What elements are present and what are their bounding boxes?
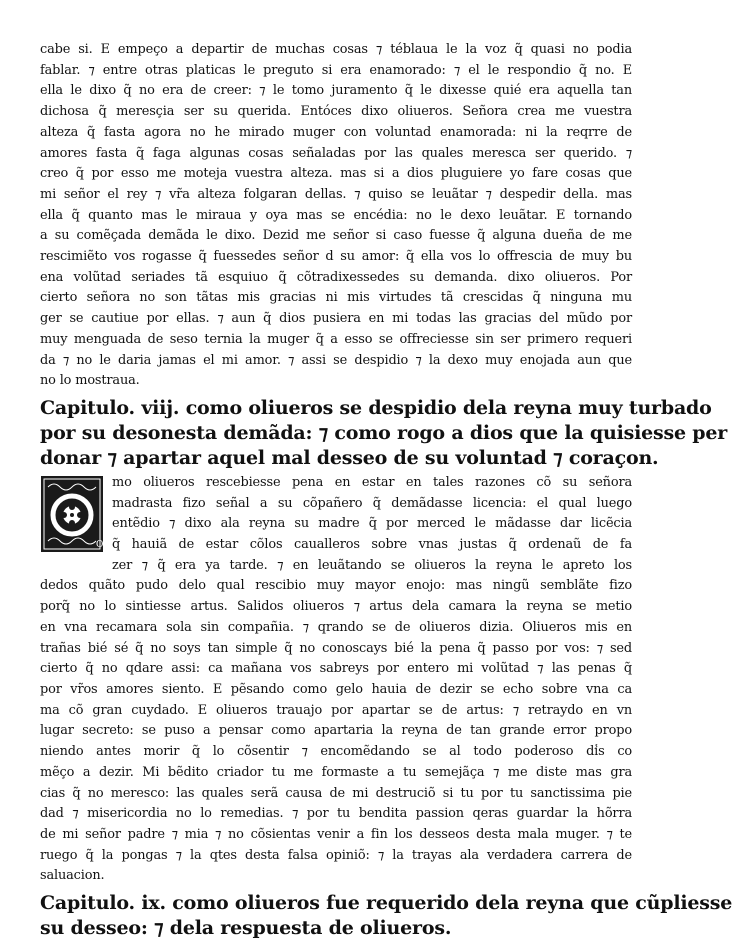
text-line: q̃ hauiã de estar cõlos caualleros sobre vnas justas q̃ ordenaũ de fa <box>112 537 632 553</box>
text-line: ena volũtad seriades tã esquiuo q̃ cõtradixessedes su demanda. dixo oliueros. Por <box>40 269 632 285</box>
paragraph-2-body <box>40 576 632 887</box>
text-line: alteza q̃ fasta agora no he mirado muger con voluntad enamorada: ni la reqrre de <box>40 124 632 140</box>
book-page <box>40 40 732 940</box>
text-line: cierto señora no son tãtas mis gracias ni mis virtudes tã crescidas q̃ ninguna mu <box>40 290 632 306</box>
text-line: lugar secreto: se puso a pensar como apartaria la reyna de tan grande error propo <box>40 723 632 739</box>
text-line: mẽço a dezir. Mi bẽdito criador tu me formaste a tu semejãça ⁊ me diste mas gra <box>40 764 632 780</box>
paragraph-1 <box>40 40 632 392</box>
text-line: fablar. ⁊ entre otras platicas le preguto si era enamorado: ⁊ el le respondio q̃ no. E <box>40 62 632 78</box>
text-line: ma cõ gran cuydado. E oliueros trauajo por apartar se de artus: ⁊ retraydo en vn <box>40 702 632 718</box>
initial-letter: O <box>96 539 104 550</box>
text-line: ella q̃ quanto mas le miraua y oya mas se encédia: no le dexo leuãtar. E tornando <box>40 207 632 223</box>
text-line: amores fasta q̃ faga algunas cosas señaladas por las quales meresca ser querido. ⁊ <box>40 145 632 161</box>
chapter-heading-viii <box>40 396 728 471</box>
text-line: ruego q̃ la pongas ⁊ la qtes desta falsa opiniõ: ⁊ la trayas ala verdadera carrera de <box>40 847 632 863</box>
text-line: porq̃ no lo sintiesse artus. Salidos oliueros ⁊ artus dela camara la reyna se metio <box>40 599 632 615</box>
text-line: entẽdio ⁊ dixo ala reyna su madre q̃ por merced le mãdasse dar licẽcia <box>112 516 632 532</box>
text-line: rescimiẽto vos rogasse q̃ fuessedes señor d su amor: q̃ ella vos lo offrescia de muy bu <box>40 249 632 265</box>
heading-line: donar ⁊ apartar aquel mal desseo de su voluntad ⁊ coraçon. <box>40 446 659 469</box>
text-line: mi señor el rey ⁊ vr̃a alteza folgaran dellas. ⁊ quiso se leuãtar ⁊ despedir della. mas <box>40 186 632 202</box>
text-line: creo q̃ por esso me moteja vuestra alteza. mas si a dios pluguiere yo fare cosas que <box>40 166 632 182</box>
text-line: trañas bié sé q̃ no soys tan simple q̃ no conoscays bié la pena q̃ passo por vos: ⁊ sed <box>40 640 632 656</box>
heading-line: por su desonesta demãda: ⁊ como rogo a dios que la quisiesse per <box>40 421 728 444</box>
paragraph-2 <box>40 473 632 887</box>
text-line: madrasta fizo señal a su cõpañero q̃ demãdasse licencia: el qual luego <box>112 495 632 511</box>
text-line: en vna recamara sola sin compañia. ⁊ qrando se de oliueros dizia. Oliueros mis en <box>40 619 632 635</box>
text-line: da ⁊ no le daria jamas el mi amor. ⁊ assi se despidio ⁊ la dexo muy enojada aun que <box>40 352 632 368</box>
text-line: muy menguada de seso ternia la muger q̃ a esso se offreciesse sin ser primero requeri <box>40 331 632 347</box>
text-line: mo oliueros rescebiesse pena en estar en tales razones cõ su señora <box>112 474 632 490</box>
decorated-initial-icon <box>40 475 104 553</box>
text-line: zer ⁊ q̃ era ya tarde. ⁊ en leuãtando se oliueros la reyna le apreto los <box>112 557 632 573</box>
text-line: no lo mostraua. <box>40 373 140 389</box>
text-line: cabe si. E empeço a departir de muchas cosas ⁊ téblaua le la voz q̃ quasi no podia <box>40 42 632 57</box>
text-line: por vr̃os amores siento. E pẽsando como gelo hauia de dezir se echo sobre vna ca <box>40 681 632 697</box>
text-line: de mi señor padre ⁊ mia ⁊ no cõsientas venir a fin los desseos desta mala muger. ⁊ te <box>40 826 632 842</box>
heading-line: Capitulo. ix. como oliueros fue requerido dela reyna que cũpliesse <box>40 892 732 915</box>
text-line: dedos quãto pudo delo qual rescibio muy mayor enojo: mas ningũ semblãte fizo <box>40 578 632 594</box>
text-line: cierto q̃ no qdare assi: ca mañana vos sabreys por entero mi volũtad ⁊ las penas q̃ <box>40 661 632 677</box>
heading-line: su desseo: ⁊ dela respuesta de oliueros. <box>40 917 452 940</box>
text-line: dichosa q̃ meresçia ser su querida. Entóces dixo oliueros. Señora crea me vuestra <box>40 104 632 120</box>
text-line: saluacion. <box>40 868 105 884</box>
text-line: ger se cautiue por ellas. ⁊ aun q̃ dios pusiera en mi todas las gracias del mũdo por <box>40 311 632 327</box>
paragraph-2-indented <box>40 473 632 577</box>
text-line: a su comẽçada demãda le dixo. Dezid me señor si caso fuesse q̃ alguna dueña de me <box>40 228 632 244</box>
text-line: cias q̃ no meresco: las quales serã causa de mi destruciõ si tu por tu sanctissima pie <box>40 785 632 801</box>
text-line: niendo antes morir q̃ lo cõsentir ⁊ encomẽdando se al todo poderoso di̾s co <box>40 744 632 760</box>
text-line: ella le dixo q̃ no era de creer: ⁊ le tomo juramento q̃ le dixesse quié era aquella tan <box>40 83 632 99</box>
text-line: dad ⁊ misericordia no lo remedias. ⁊ por tu bendita passion qeras guardar la hõrra <box>40 806 632 822</box>
heading-line: Capitulo. viij. como oliueros se despidio dela reyna muy turbado <box>40 396 712 419</box>
chapter-heading-ix <box>40 891 732 941</box>
